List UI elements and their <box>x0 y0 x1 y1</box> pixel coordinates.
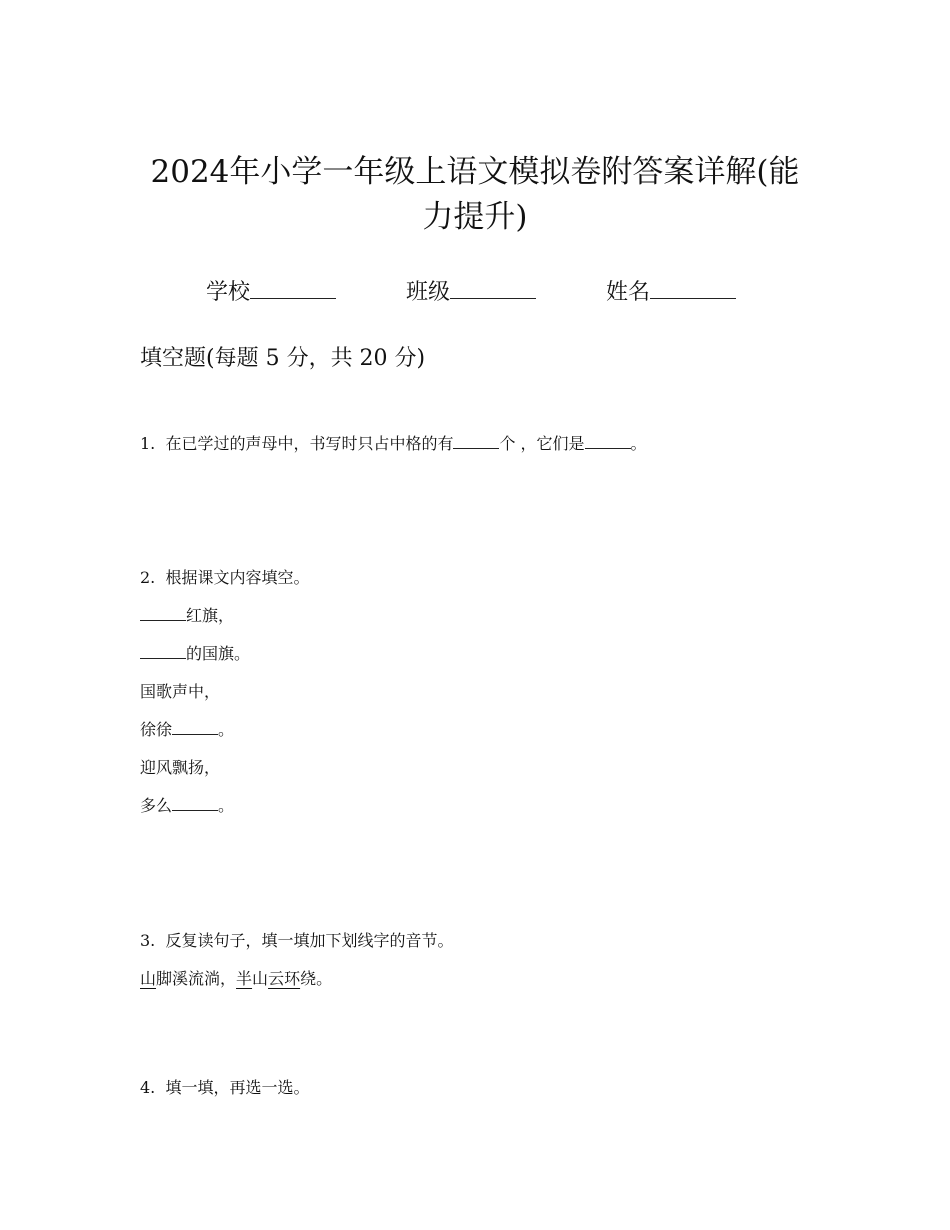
poem-text: 。 <box>218 796 235 815</box>
poem-line <box>140 642 250 666</box>
underlined-char: 山 <box>140 969 157 988</box>
poem-line <box>140 604 234 628</box>
school-field <box>206 276 336 309</box>
question-text: 填一填，再选一选。 <box>165 1078 310 1097</box>
question-text: 在已学过的声母中，书写时只占中格的有 <box>165 434 454 453</box>
poem-text: 迎风飘扬， <box>140 758 221 777</box>
question-1 <box>140 432 647 456</box>
poem-text: 的国旗。 <box>186 644 251 663</box>
poem-line <box>140 756 220 780</box>
answer-blank[interactable] <box>140 604 186 621</box>
poem-text: 多么 <box>140 796 173 815</box>
school-label: 学校 <box>206 280 251 305</box>
poem-text: 。 <box>218 720 235 739</box>
class-field <box>406 276 536 309</box>
answer-blank[interactable] <box>585 432 631 449</box>
poem-text: 红旗， <box>186 606 235 625</box>
sentence-text: 绕。 <box>300 969 333 988</box>
question-text: 反复读句子，填一填加下划线字的音节。 <box>165 931 454 950</box>
poem-line <box>140 718 234 742</box>
question-number: 2. <box>140 568 156 587</box>
question-number: 4. <box>140 1078 156 1097</box>
underlined-char: 半 <box>236 969 253 988</box>
question-text: 个 ，它们是 <box>499 434 585 453</box>
poem-line <box>140 794 234 818</box>
question-3 <box>140 929 453 953</box>
name-field <box>606 276 736 309</box>
underlined-char: 云环 <box>268 969 301 988</box>
question-text: 根据课文内容填空。 <box>165 568 310 587</box>
name-label: 姓名 <box>606 280 651 305</box>
school-blank[interactable] <box>250 276 336 299</box>
question-number: 3. <box>140 931 156 950</box>
class-label: 班级 <box>406 280 451 305</box>
title-line-2: 力提升) <box>422 199 528 235</box>
sentence-line <box>140 967 332 991</box>
class-blank[interactable] <box>450 276 536 299</box>
question-2 <box>140 566 309 590</box>
title-line-1: 2024年小学一年级上语文模拟卷附答案详解(能 <box>150 154 800 190</box>
poem-line <box>140 680 220 704</box>
question-text: 。 <box>630 434 647 453</box>
poem-text: 国歌声中， <box>140 682 221 701</box>
name-blank[interactable] <box>650 276 736 299</box>
poem-text: 徐徐 <box>140 720 173 739</box>
sentence-text: 脚溪流淌， <box>156 969 237 988</box>
answer-blank[interactable] <box>140 642 186 659</box>
answer-blank[interactable] <box>172 794 218 811</box>
page-title <box>140 150 810 240</box>
answer-blank[interactable] <box>453 432 499 449</box>
sentence-text: 山 <box>252 969 269 988</box>
answer-blank[interactable] <box>172 718 218 735</box>
question-number: 1. <box>140 434 156 453</box>
question-4 <box>140 1076 309 1100</box>
section-heading: 填空题(每题 5 分，共 20 分) <box>140 346 426 371</box>
